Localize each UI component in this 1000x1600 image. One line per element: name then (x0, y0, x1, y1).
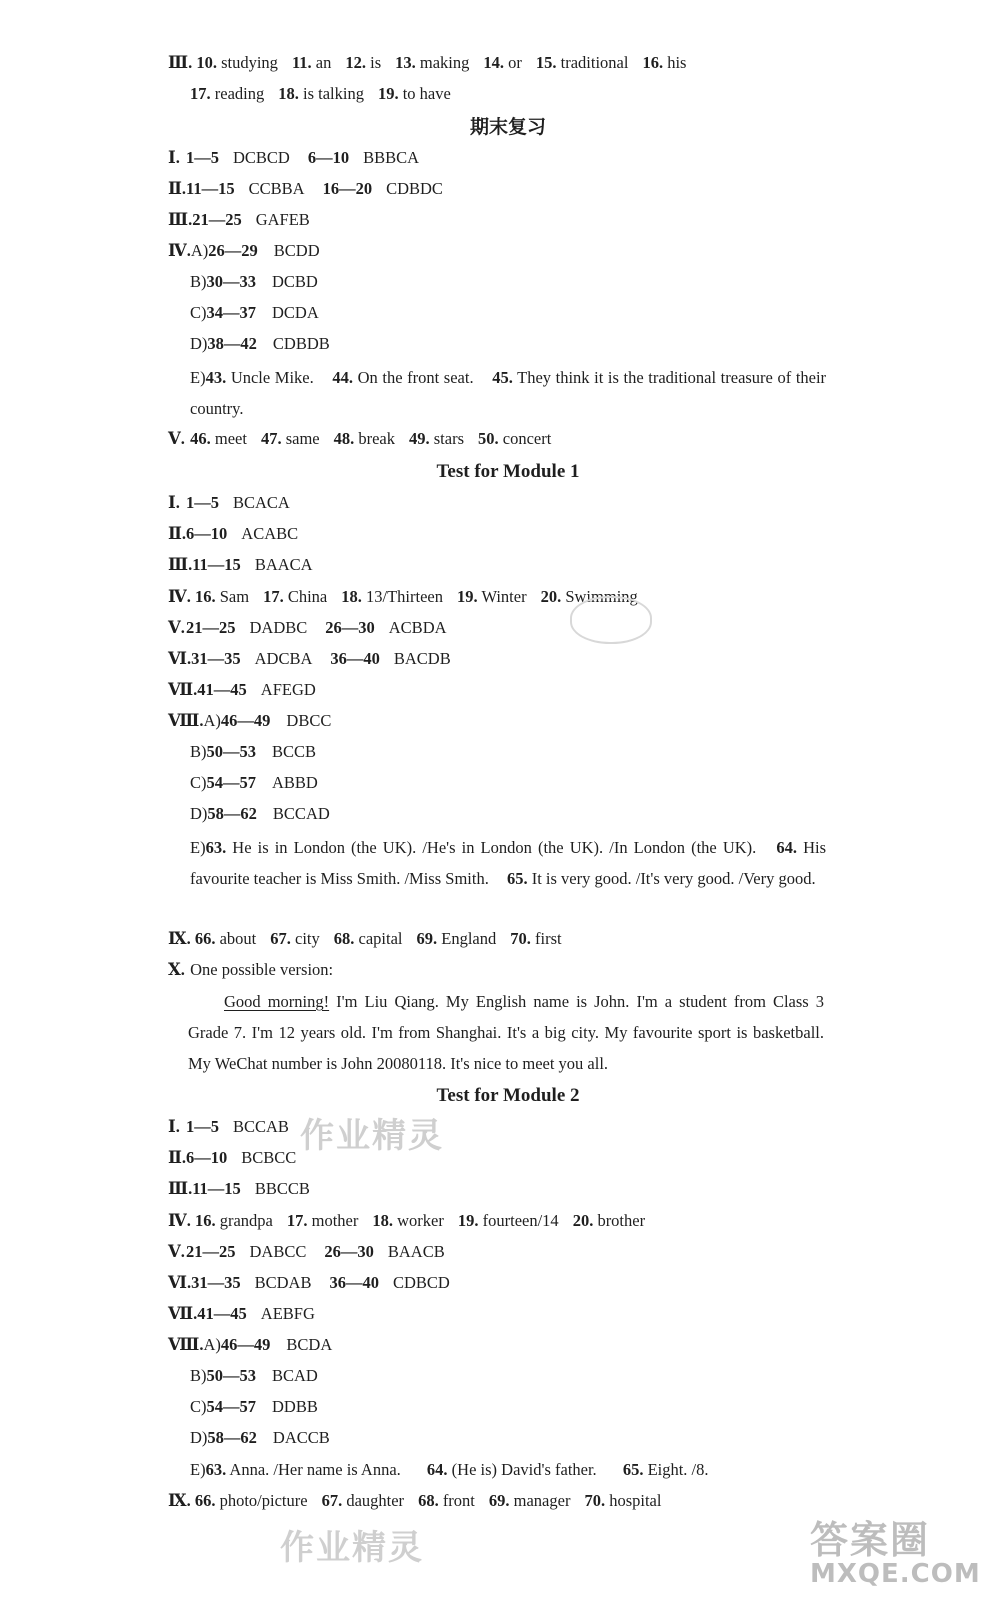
item-number: 15. (535, 53, 557, 72)
item-number: 11. (291, 53, 312, 72)
item-answer: brother (597, 1211, 646, 1230)
section-numeral: Ⅶ. (168, 1304, 198, 1323)
item-number: 19. (456, 587, 478, 606)
range-number: 11—15 (186, 179, 235, 198)
part-label: B) (190, 272, 207, 291)
range-answer: ADCBA (254, 649, 313, 668)
item-answer: his (667, 53, 687, 72)
answer-line (190, 1396, 870, 1418)
range-answer: GAFEB (255, 210, 310, 229)
item-answer: break (358, 429, 396, 448)
range-answer: ABBD (272, 773, 318, 792)
item-number: 48. (333, 429, 355, 448)
range-answer: DBCC (286, 711, 332, 730)
section-numeral: Ⅵ. (168, 1273, 192, 1292)
range-answer: CDBDB (272, 334, 330, 353)
answer-line (190, 333, 870, 355)
section-numeral: Ⅲ. (168, 1179, 193, 1198)
range-number: 31—35 (191, 649, 241, 668)
range-answer: BAACA (254, 555, 313, 574)
range-answer: CDBDC (386, 179, 443, 198)
answer-line (168, 1210, 848, 1232)
item-number: 66. (194, 929, 216, 948)
item-answer: Sam (219, 587, 250, 606)
item-answer: China (287, 587, 328, 606)
item-number: 18. (341, 587, 362, 606)
item-answer: about (219, 929, 257, 948)
item-answer: to have (402, 84, 451, 103)
answer-paragraph: E)63. He is in London (the UK). /He's in London (the UK). /In London (the UK). 64. His favourite teacher is Miss Smith. /Miss Smith. 65. It is very good. /It's very good. /Very good. (190, 838, 827, 888)
section-numeral: Ⅰ. (168, 1117, 180, 1136)
item-answer: worker (397, 1211, 444, 1230)
range-number: 1—5 (186, 493, 219, 512)
range-number: 34—37 (206, 303, 256, 322)
section-numeral: Ⅴ. (168, 618, 185, 637)
section-numeral: Ⅰ. (168, 148, 180, 167)
sample-essay: Good morning! I'm Liu Qiang. My English name is John. I'm a student from Class 3 Grade 7. I'm 12 years old. I'm from Shanghai. It's a big city. My favourite sport is basketball. My WeChat number is John 20080118. It's nice to meet you all. (188, 992, 825, 1073)
answer-line (168, 147, 848, 169)
item-number: 67. (270, 929, 291, 948)
section-numeral: Ⅴ. (168, 429, 185, 448)
item-answer: is (370, 53, 382, 72)
answer-line: E)63. Anna. /Her name is Anna. 64. (He is) David's father. 65. Eight. /8. (190, 1460, 709, 1479)
answer-line (190, 1427, 870, 1449)
answer-line (168, 928, 848, 950)
section-numeral: Ⅱ. (168, 179, 187, 198)
item-answer: concert (502, 429, 552, 448)
range-number: 1—5 (186, 148, 219, 167)
range-answer: BCAD (272, 1366, 318, 1385)
part-label: B) (190, 742, 207, 761)
watermark-stamp (570, 596, 652, 644)
watermark-text: 作业精灵 (300, 1116, 444, 1156)
range-number: 38—42 (207, 334, 257, 353)
range-number: 21—25 (192, 210, 242, 229)
section-numeral: Ⅷ. (168, 1335, 204, 1354)
section-numeral: Ⅵ. (168, 649, 192, 668)
answer-line (168, 1178, 848, 1200)
range-answer: CCBBA (248, 179, 305, 198)
answer-line: Ⅹ. One possible version: (168, 960, 334, 979)
item-answer: Winter (481, 587, 527, 606)
range-number: 36—40 (329, 1273, 379, 1292)
range-number: 11—15 (192, 555, 241, 574)
range-number: 11—15 (192, 1179, 241, 1198)
answer-line (168, 710, 848, 732)
item-answer: same (285, 429, 320, 448)
answer-line (168, 523, 848, 545)
answer-line (190, 772, 870, 794)
answer-line (168, 1147, 848, 1169)
item-answer: daughter (346, 1491, 405, 1510)
range-number: 26—30 (324, 1242, 374, 1261)
range-number: 6—10 (307, 148, 350, 167)
item-answer: or (508, 53, 522, 72)
answer-line (168, 428, 848, 450)
part-label: C) (190, 303, 207, 322)
answer-line (168, 1116, 848, 1138)
range-answer: AFEGD (260, 680, 316, 699)
item-answer: grandpa (219, 1211, 273, 1230)
range-answer: BCCAD (272, 804, 330, 823)
range-number: 54—57 (206, 773, 256, 792)
item-number: 12. (345, 53, 366, 72)
range-answer: BCCB (272, 742, 317, 761)
item-answer: hospital (609, 1491, 662, 1510)
item-number: 19. (457, 1211, 479, 1230)
part-label: D) (190, 334, 208, 353)
item-number: 68. (333, 929, 355, 948)
section-numeral: Ⅲ. (168, 53, 193, 72)
range-answer: AEBFG (260, 1304, 315, 1323)
part-label: D) (190, 804, 208, 823)
answer-line (168, 1241, 848, 1263)
item-answer: photo/picture (219, 1491, 308, 1510)
range-answer: BCDA (286, 1335, 333, 1354)
item-answer: manager (513, 1491, 571, 1510)
range-number: 46—49 (220, 1335, 271, 1354)
item-answer: capital (358, 929, 403, 948)
part-label: A) (190, 241, 209, 260)
range-number: 1—5 (186, 1117, 219, 1136)
range-number: 6—10 (186, 1148, 228, 1167)
answer-line (168, 1490, 848, 1512)
range-number: 58—62 (207, 1428, 257, 1447)
range-answer: BCBCC (241, 1148, 297, 1167)
item-number: 69. (416, 929, 438, 948)
item-answer: reading (214, 84, 265, 103)
section-numeral: Ⅸ. (168, 1491, 191, 1510)
answer-line (168, 617, 848, 639)
item-number: 16. (194, 1211, 216, 1230)
item-number: 16. (642, 53, 664, 72)
section-numeral: Ⅱ. (168, 1148, 187, 1167)
item-number: 68. (418, 1491, 439, 1510)
range-number: 31—35 (191, 1273, 241, 1292)
section-title: 期末复习 (469, 117, 546, 138)
answer-line (168, 679, 848, 701)
range-number: 50—53 (206, 1366, 256, 1385)
part-label: C) (190, 773, 207, 792)
range-answer: DADBC (249, 618, 308, 637)
item-number: 18. (372, 1211, 394, 1230)
range-answer: DDBB (272, 1397, 318, 1416)
answer-line (168, 648, 848, 670)
section-title: Test for Module 2 (436, 1085, 580, 1106)
range-number: 26—29 (208, 241, 258, 260)
part-label: D) (190, 1428, 208, 1447)
answer-line (190, 803, 870, 825)
range-answer: BCCAB (233, 1117, 289, 1136)
section-numeral: Ⅷ. (168, 711, 204, 730)
range-number: 41—45 (197, 680, 247, 699)
item-number: 17. (263, 587, 284, 606)
item-number: 16. (194, 587, 216, 606)
item-answer: front (442, 1491, 475, 1510)
item-number: 20. (572, 1211, 594, 1230)
answer-line (168, 1334, 848, 1356)
section-numeral: Ⅴ. (168, 1242, 185, 1261)
item-number: 14. (483, 53, 504, 72)
watermark-logo: 答案圈 MXQE.COM (810, 1518, 981, 1589)
item-number: 17. (286, 1211, 308, 1230)
item-number: 46. (190, 429, 211, 448)
item-answer: making (419, 53, 470, 72)
item-answer: studying (221, 53, 278, 72)
item-answer: meet (214, 429, 247, 448)
item-answer: city (295, 929, 320, 948)
range-number: 30—33 (206, 272, 256, 291)
answer-line (168, 240, 848, 262)
range-number: 41—45 (197, 1304, 247, 1323)
range-answer: DCBD (272, 272, 318, 291)
answer-line (190, 1365, 870, 1387)
range-number: 54—57 (206, 1397, 256, 1416)
range-answer: BACDB (393, 649, 451, 668)
range-answer: BCDD (273, 241, 320, 260)
item-number: 70. (584, 1491, 606, 1510)
answer-line (190, 302, 870, 324)
range-answer: BCDAB (254, 1273, 312, 1292)
item-number: 17. (190, 84, 211, 103)
item-answer: mother (311, 1211, 359, 1230)
answer-line (168, 1272, 848, 1294)
item-number: 18. (278, 84, 299, 103)
item-number: 69. (488, 1491, 510, 1510)
answer-line (190, 741, 870, 763)
item-answer: Swimming (565, 587, 638, 606)
item-answer: fourteen/14 (482, 1211, 559, 1230)
answer-line (168, 492, 848, 514)
item-answer: traditional (560, 53, 629, 72)
range-answer: ACBDA (388, 618, 447, 637)
item-answer: England (441, 929, 497, 948)
answer-line (168, 554, 848, 576)
item-number: 19. (377, 84, 399, 103)
range-answer: DACCB (272, 1428, 330, 1447)
item-number: 70. (510, 929, 531, 948)
part-label: B) (190, 1366, 207, 1385)
range-number: 21—25 (186, 1242, 236, 1261)
range-number: 26—30 (325, 618, 375, 637)
answer-line (168, 52, 848, 74)
item-number: 47. (260, 429, 282, 448)
item-number: 66. (194, 1491, 216, 1510)
section-numeral: Ⅰ. (168, 493, 180, 512)
item-answer: stars (433, 429, 465, 448)
range-answer: DCBCD (233, 148, 290, 167)
item-number: 67. (321, 1491, 343, 1510)
range-number: 21—25 (186, 618, 236, 637)
item-number: 20. (540, 587, 562, 606)
answer-line (168, 178, 848, 200)
range-number: 36—40 (330, 649, 380, 668)
answer-line (190, 83, 870, 105)
range-answer: BAACB (387, 1242, 445, 1261)
answer-line (168, 586, 848, 608)
section-numeral: Ⅲ. (168, 210, 193, 229)
item-answer: first (535, 929, 562, 948)
section-numeral: Ⅳ. (168, 1211, 191, 1230)
part-label: A) (203, 711, 221, 730)
item-number: 50. (478, 429, 499, 448)
range-number: 16—20 (322, 179, 373, 198)
section-numeral: Ⅲ. (168, 555, 193, 574)
section-numeral: Ⅸ. (168, 929, 191, 948)
section-numeral: Ⅳ. (168, 587, 191, 606)
range-answer: CDBCD (392, 1273, 450, 1292)
part-label: A) (203, 1335, 221, 1354)
item-number: 49. (409, 429, 430, 448)
range-number: 46—49 (220, 711, 271, 730)
item-number: 13. (395, 53, 416, 72)
section-numeral: Ⅱ. (168, 524, 187, 543)
range-number: 6—10 (186, 524, 228, 543)
range-answer: DABCC (249, 1242, 307, 1261)
answer-paragraph: E)43. Uncle Mike. 44. On the front seat. 45. They think it is the traditional treasure of their country. (190, 368, 827, 418)
range-number: 50—53 (206, 742, 256, 761)
range-answer: BBCCB (254, 1179, 310, 1198)
range-answer: BBBCA (363, 148, 420, 167)
section-title: Test for Module 1 (436, 461, 580, 482)
range-number: 58—62 (207, 804, 257, 823)
range-answer: ACABC (241, 524, 299, 543)
answer-line (190, 271, 870, 293)
part-label: C) (190, 1397, 207, 1416)
range-answer: DCDA (272, 303, 319, 322)
answer-line (168, 209, 848, 231)
section-numeral: Ⅶ. (168, 680, 198, 699)
answer-line (168, 1303, 848, 1325)
item-answer: 13/Thirteen (366, 587, 443, 606)
watermark-text: 作业精灵 (280, 1528, 424, 1568)
range-answer: BCACA (233, 493, 290, 512)
item-answer: is talking (302, 84, 364, 103)
item-number: 10. (196, 53, 217, 72)
section-numeral: Ⅳ. (168, 241, 191, 260)
item-answer: an (315, 53, 332, 72)
